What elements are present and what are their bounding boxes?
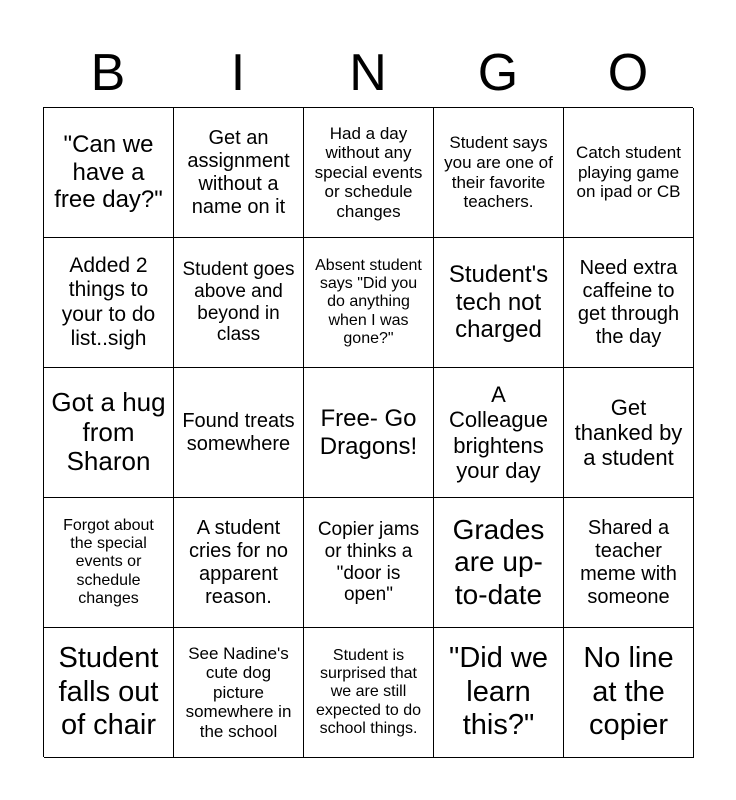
cell-text: Copier jams or thinks a "door is open" (317, 518, 420, 606)
cell-text: A student cries for no apparent reason. (189, 516, 288, 608)
bingo-cell[interactable] (44, 108, 174, 238)
cell-text: Student's tech not charged (448, 261, 549, 344)
bingo-cell[interactable] (174, 238, 304, 368)
bingo-cell[interactable] (434, 368, 564, 498)
cell-text: Grades are up-to-date (452, 514, 545, 610)
cell-text: Absent student says "Did you do anything when I was gone?" (315, 256, 422, 348)
bingo-cell[interactable] (174, 108, 304, 238)
bingo-cell[interactable] (564, 368, 694, 498)
bingo-cell[interactable] (434, 238, 564, 368)
bingo-cell[interactable] (434, 108, 564, 238)
cell-text: Had a day without any special events or schedule changes (314, 123, 423, 221)
bingo-cell[interactable] (304, 238, 434, 368)
bingo-cell[interactable] (564, 108, 694, 238)
cell-text: Student goes above and beyond in class (182, 258, 295, 346)
bingo-cell[interactable] (304, 108, 434, 238)
cell-text: No line at the copier (583, 642, 674, 742)
cell-text: Got a hug from Sharon (51, 386, 166, 477)
bingo-cell[interactable] (564, 498, 694, 628)
cell-text: Forgot about the special events or schedule changes (63, 516, 154, 608)
cell-text: See Nadine's cute dog picture somewhere in the school (185, 643, 292, 741)
cell-text: Shared a teacher meme with someone (580, 516, 677, 608)
bingo-cell[interactable] (44, 368, 174, 498)
cell-text: Found treats somewhere (182, 409, 295, 455)
header-letter-g: G (477, 44, 519, 102)
header-letter-n: N (349, 44, 387, 102)
bingo-cell[interactable] (304, 498, 434, 628)
header-letter-b: B (90, 44, 126, 102)
cell-text: A Colleague brightens your day (448, 381, 549, 483)
header-letter-i: I (230, 44, 246, 102)
bingo-grid (43, 107, 693, 757)
bingo-cell[interactable] (304, 628, 434, 758)
bingo-header (43, 40, 693, 106)
bingo-cell[interactable] (564, 238, 694, 368)
bingo-cell[interactable] (564, 628, 694, 758)
header-letter-o: O (607, 44, 649, 102)
cell-text: "Did we learn this?" (449, 642, 548, 742)
bingo-cell[interactable] (44, 498, 174, 628)
cell-text: Get an assignment without a name on it (187, 126, 290, 218)
bingo-cell[interactable] (434, 498, 564, 628)
cell-text: Student is surprised that we are still expected to do school things. (316, 646, 421, 738)
bingo-cell[interactable] (174, 498, 304, 628)
bingo-cell[interactable] (44, 628, 174, 758)
cell-text: Get thanked by a student (574, 394, 683, 471)
cell-text: Free- Go Dragons! (319, 404, 418, 460)
cell-text: Student falls out of chair (58, 642, 159, 742)
bingo-cell[interactable] (434, 628, 564, 758)
bingo-cell[interactable] (44, 238, 174, 368)
bingo-cell[interactable] (174, 368, 304, 498)
cell-text: Added 2 things to your to do list..sigh (61, 254, 156, 350)
cell-text: Student says you are one of their favorite teachers. (444, 133, 553, 212)
cell-text: Need extra caffeine to get through the day (577, 256, 680, 348)
bingo-cell[interactable] (174, 628, 304, 758)
bingo-cell[interactable] (304, 368, 434, 498)
cell-text: Catch student playing game on ipad or CB (576, 143, 681, 202)
cell-text: "Can we have a free day?" (54, 131, 163, 214)
